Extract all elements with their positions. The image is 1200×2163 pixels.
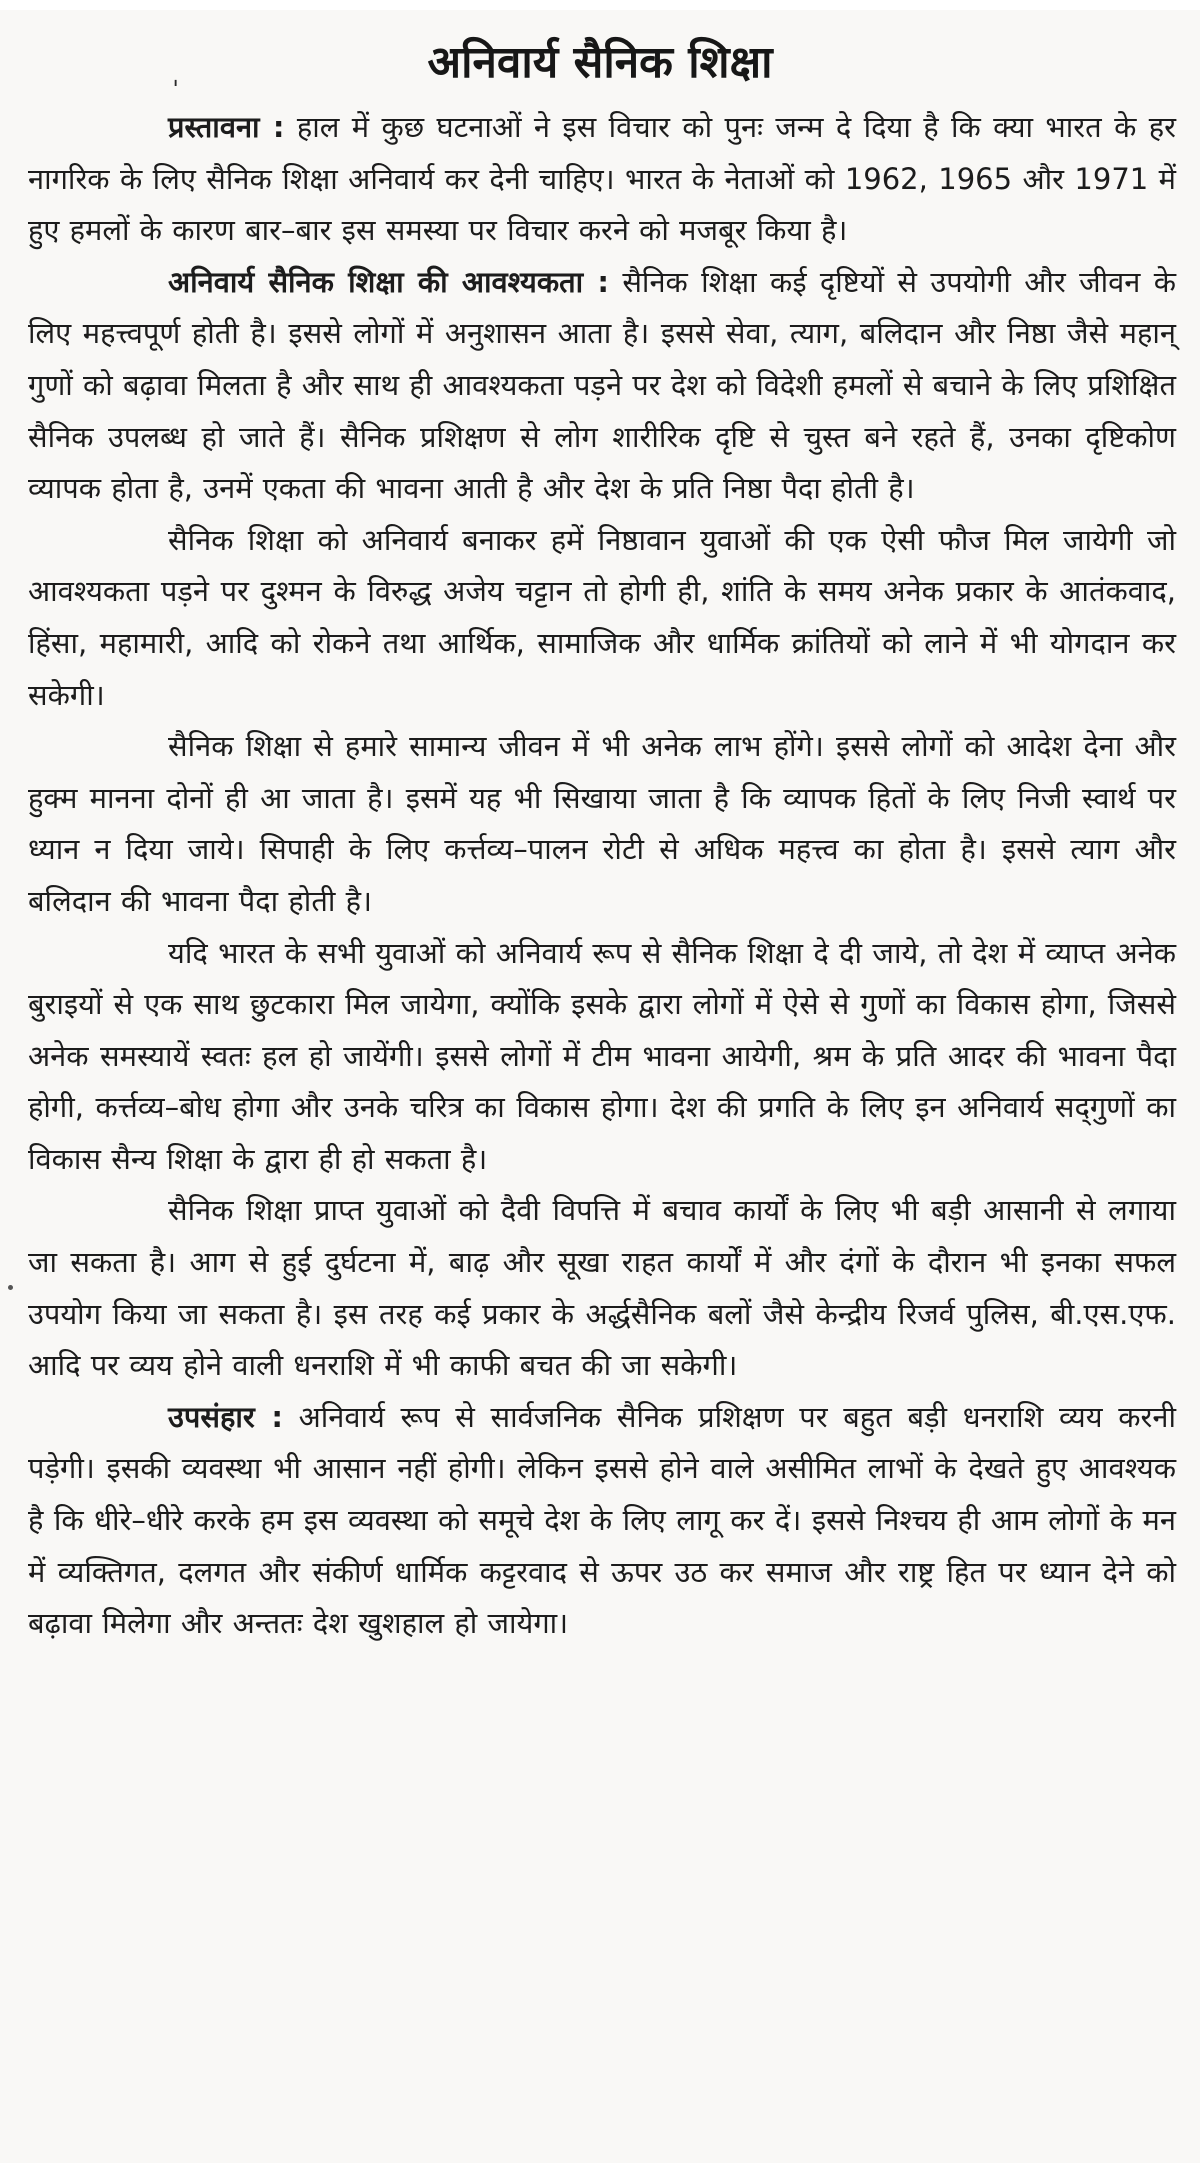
paragraph-text: सैनिक शिक्षा कई दृष्टियों से उपयोगी और जीवन के लिए महत्त्वपूर्ण होती है। इससे लोगों में अनुशासन आता है। इससे सेवा, त्याग, बलिदान और निष्ठा जैसे महान् गुणों को बढ़ावा मिलता है और साथ ही आवश्यकता पड़ने पर देश को विदेशी हमलों से बचाने के लिए प्रशिक्षित सैनिक उपलब्ध हो जाते हैं। सैनिक प्रशिक्षण से लोग शारीरिक दृष्टि से चुस्त बने रहते हैं, उनका दृष्टिकोण व्यापक होता है, उनमें एकता की भावना आती है और देश के प्रति निष्ठा पैदा होती है। — [28, 264, 1177, 506]
paragraph-body — [28, 928, 1176, 1186]
paragraph-need — [28, 257, 1176, 515]
paragraph-text: सैनिक शिक्षा से हमारे सामान्य जीवन में भी अनेक लाभ होंगे। इससे लोगों को आदेश देना और हुक्म मानना दोनों ही आ जाता है। इसमें यह भी सिखाया जाता है कि व्यापक हितों के लिए निजी स्वार्थ पर ध्यान न दिया जाये। सिपाही के लिए कर्त्तव्य–पालन रोटी से अधिक महत्त्व का होता है। इससे त्याग और बलिदान की भावना पैदा होती है। — [28, 729, 1176, 918]
paragraph-text: सैनिक शिक्षा को अनिवार्य बनाकर हमें निष्ठावान युवाओं की एक ऐसी फौज मिल जायेगी जो आवश्यकता पड़ने पर दुश्मन के विरुद्ध अजेय चट्टान तो होगी ही, शांति के समय अनेक प्रकार के आतंकवाद, हिंसा, महामारी, आदि को रोकने तथा आर्थिक, सामाजिक और धार्मिक क्रांतियों को लाने में भी योगदान कर सकेगी। — [28, 522, 1176, 712]
essay-title: अनिवार्य सैनिक शिक्षा — [427, 37, 773, 88]
stray-ink-dot — [8, 1285, 13, 1290]
paragraph-text: यदि भारत के सभी युवाओं को अनिवार्य रूप से सैनिक शिक्षा दे दी जाये, तो देश में व्याप्त अनेक बुराइयों से एक साथ छुटकारा मिल जायेगा, क्योंकि इसके द्वारा लोगों में ऐसे से गुणों का विकास होगा, जिससे अनेक समस्यायें स्वतः हल हो जायेंगी। इससे लोगों में टीम भावना आयेगी, श्रम के प्रति आदर की भावना पैदा होगी, कर्त्तव्य–बोध होगा और उनके चरित्र का विकास होगा। देश की प्रगति के लिए इन अनिवार्य सद्‌गुणों का विकास सैन्य शिक्षा के द्वारा ही हो सकता है। — [28, 935, 1176, 1176]
paragraph-text: हाल में कुछ घटनाओं ने इस विचार को पुनः जन्म दे दिया है कि क्या भारत के हर नागरिक के लिए सैनिक शिक्षा अनिवार्य कर देनी चाहिए। भारत के नेताओं को 1962, 1965 और 1971 में हुए हमलों के कारण बार–बार इस समस्या पर विचार करने को मजबूर किया है। — [28, 110, 1177, 248]
heading-conclusion: उपसंहार : — [168, 1399, 283, 1434]
paragraph-body — [28, 1185, 1176, 1391]
stray-ink-mark: ˌ — [172, 60, 180, 90]
scan-top-edge — [0, 0, 1200, 10]
heading-need: अनिवार्य सैनिक शिक्षा की आवश्यकता : — [168, 264, 609, 299]
heading-introduction: प्रस्तावना : — [168, 110, 285, 144]
essay-body — [28, 102, 1176, 1650]
paragraph-text: सैनिक शिक्षा प्राप्त युवाओं को दैवी विपत्ति में बचाव कार्यों के लिए भी बड़ी आसानी से लगाया जा सकता है। आग से हुई दुर्घटना में, बाढ़ और सूखा राहत कार्यों में और दंगों के दौरान भी इनका सफल उपयोग किया जा सकता है। इस तरह कई प्रकार के अर्द्धसैनिक बलों जैसे केन्द्रीय रिजर्व पुलिस, बी.एस.एफ. आदि पर व्यय होने वाली धनराशि में भी काफी बचत की जा सकेगी। — [28, 1193, 1176, 1383]
paragraph-body — [28, 515, 1176, 721]
paragraph-text: अनिवार्य रूप से सार्वजनिक सैनिक प्रशिक्षण पर बहुत बड़ी धनराशि व्यय करनी पड़ेगी। इसकी व्यवस्था भी आसान नहीं होगी। लेकिन इससे होने वाले असीमित लाभों के देखते हुए आवश्यक है कि धीरे–धीरे करके हम इस व्यवस्था को समूचे देश के लिए लागू कर दें। इससे निश्चय ही आम लोगों के मन में व्यक्तिगत, दलगत और संकीर्ण धार्मिक कट्टरवाद से ऊपर उठ कर समाज और राष्ट्र हित पर ध्यान देने को बढ़ावा मिलेगा और अन्ततः देश खुशहाल हो जायेगा। — [28, 1399, 1176, 1641]
paragraph-body — [28, 721, 1176, 927]
paragraph-conclusion — [28, 1392, 1176, 1650]
paragraph-introduction — [28, 102, 1176, 257]
